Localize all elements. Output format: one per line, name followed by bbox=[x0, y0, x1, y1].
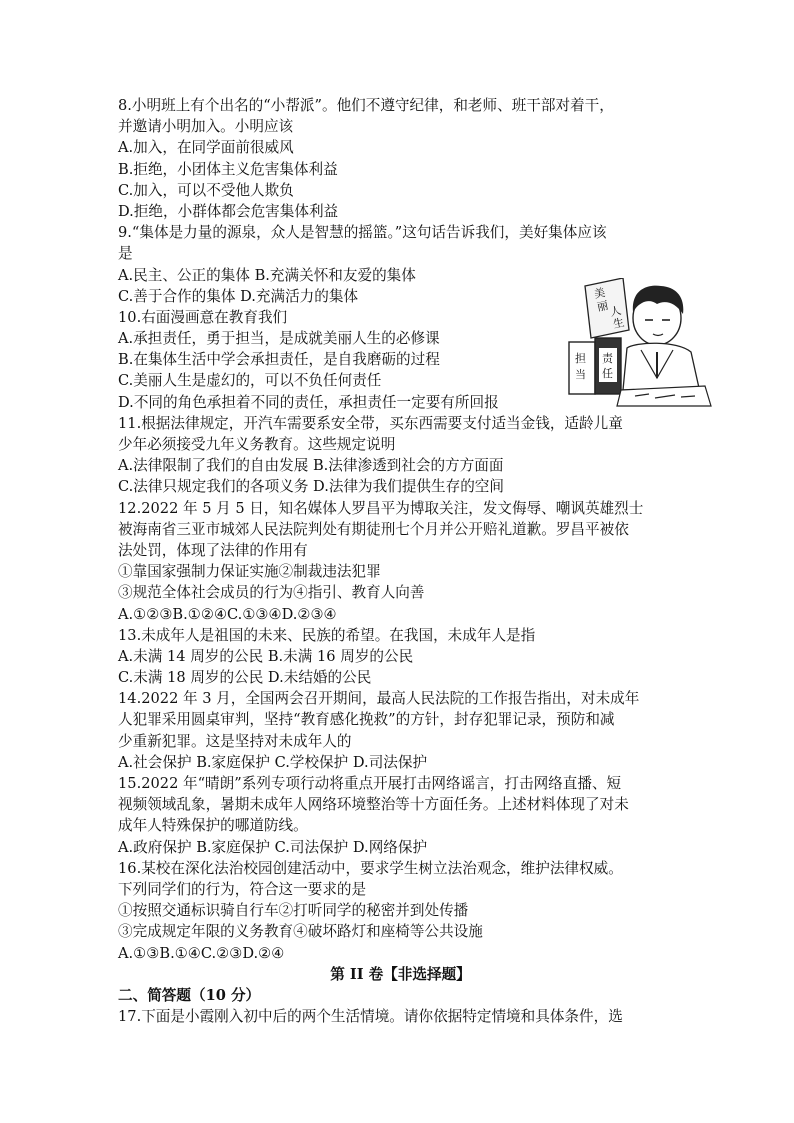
q12-stem-line2: 被海南省三亚市城郊人民法院判处有期徒刑七个月并公开赔礼道歉。罗昌平被依 bbox=[118, 520, 629, 538]
sign-char-2: 丽 bbox=[595, 298, 610, 314]
q8-option-b: B.拒绝，小团体主义危害集体利益 bbox=[118, 160, 338, 178]
q12-stem-line1: 12.2022 年 5 月 5 日，知名媒体人罗昌平为博取关注，发文侮辱、嘲讽英雄烈士 bbox=[118, 499, 644, 517]
q11-stem-line2: 少年必须接受九年义务教育。这些规定说明 bbox=[118, 436, 396, 453]
q15-stem-line2: 视频领域乱象，暑期未成年人网络环境整治等十方面任务。上述材料体现了对未 bbox=[118, 796, 629, 814]
q9-stem-line2: 是 bbox=[118, 245, 133, 263]
q10-stem: 10.右面漫画意在教育我们 bbox=[118, 308, 288, 326]
q9-stem-line1: 9.“集体是力量的源泉，众人是智慧的摇篮。”这句话告诉我们，美好集体应该 bbox=[118, 224, 607, 242]
q9-options-cd: C.善于合作的集体 D.充满活力的集体 bbox=[118, 287, 359, 305]
q14-choices: A.社会保护 B.家庭保护 C.学校保护 D.司法保护 bbox=[118, 753, 428, 771]
box-right-char-2: 任 bbox=[602, 367, 613, 380]
q13-options-cd: C.未满 18 周岁的公民 D.未结婚的公民 bbox=[118, 669, 372, 687]
q10-option-b: B.在集体生活中学会承担责任，是自我磨砺的过程 bbox=[118, 351, 440, 369]
sign-char-3: 人 bbox=[608, 303, 623, 319]
q12-stem-line3: 法处罚，体现了法律的作用有 bbox=[118, 541, 308, 559]
q15-choices: A.政府保护 B.家庭保护 C.司法保护 D.网络保护 bbox=[118, 838, 428, 856]
q10-option-a: A.承担责任，勇于担当，是成就美丽人生的必修课 bbox=[118, 330, 440, 348]
box-right-char-1: 责 bbox=[602, 352, 613, 365]
box-left-char-2: 当 bbox=[575, 368, 586, 381]
q14-stem-line3: 少重新犯罪。这是坚持对未成年人的 bbox=[118, 732, 352, 750]
section-2-heading: 二、简答题（10 分） bbox=[118, 986, 261, 1004]
sign-char-4: 生 bbox=[611, 315, 626, 331]
q8-option-d: D.拒绝，小群体都会危害集体利益 bbox=[118, 202, 339, 220]
section-title: 第 II 卷【非选择题】 bbox=[330, 965, 471, 983]
q10-option-d: D.不同的角色承担着不同的责任，承担责任一定要有所回报 bbox=[118, 393, 499, 411]
q11-stem-line1: 11.根据法律规定，开汽车需要系安全带，买东西需要支付适当金钱，适龄儿童 bbox=[118, 414, 623, 432]
q12-statements-1: ①靠国家强制力保证实施②制裁违法犯罪 bbox=[118, 563, 381, 581]
q16-stem-line2: 下列同学们的行为，符合这一要求的是 bbox=[118, 880, 367, 898]
q16-statements-2: ③完成规定年限的义务教育④破坏路灯和座椅等公共设施 bbox=[118, 923, 483, 941]
cartoon-svg bbox=[565, 278, 713, 408]
q9-options-ab: A.民主、公正的集体 B.充满关怀和友爱的集体 bbox=[118, 266, 416, 284]
box-left-char-1: 担 bbox=[575, 352, 586, 365]
q16-choices: A.①③B.①④C.②③D.②④ bbox=[118, 944, 285, 962]
q16-statements-1: ①按照交通标识骑自行车②打听同学的秘密并到处传播 bbox=[118, 902, 469, 920]
q15-stem-line3: 成年人特殊保护的哪道防线。 bbox=[118, 817, 308, 835]
q16-stem-line1: 16.某校在深化法治校园创建活动中，要求学生树立法治观念，维护法律权威。 bbox=[118, 859, 623, 877]
q17-stem-line1: 17.下面是小霞刚入初中后的两个生活情境。请你依据特定情境和具体条件，选 bbox=[118, 1008, 623, 1026]
q8-option-c: C.加入，可以不受他人欺负 bbox=[118, 181, 294, 199]
q14-stem-line2: 人犯罪采用圆桌审判，坚持“教育感化挽救”的方针，封存犯罪记录，预防和减 bbox=[118, 711, 615, 729]
q11-options-ab: A.法律限制了我们的自由发展 B.法律渗透到社会的方方面面 bbox=[118, 457, 504, 475]
q11-options-cd: C.法律只规定我们的各项义务 D.法律为我们提供生存的空间 bbox=[118, 478, 504, 496]
sign-char-1: 美 bbox=[592, 285, 607, 301]
q14-stem-line1: 14.2022 年 3 月，全国两会召开期间，最高人民法院的工作报告指出，对未成年 bbox=[118, 690, 640, 708]
q12-choices: A.①②③B.①②④C.①③④D.②③④ bbox=[118, 605, 337, 623]
exam-page bbox=[118, 95, 683, 1027]
q8-stem-line1: 8.小明班上有个出名的“小帮派”。他们不遵守纪律，和老师、班干部对着干， bbox=[118, 97, 614, 114]
q8-stem-line2: 并邀请小明加入。小明应该 bbox=[118, 118, 294, 136]
q8-option-a: A.加入，在同学面前很威风 bbox=[118, 139, 294, 157]
q10-option-c: C.美丽人生是虚幻的，可以不负任何责任 bbox=[118, 372, 382, 390]
cartoon-illustration bbox=[565, 278, 713, 408]
body bbox=[623, 343, 699, 390]
q13-options-ab: A.未满 14 周岁的公民 B.未满 16 周岁的公民 bbox=[118, 647, 414, 665]
q13-stem: 13.未成年人是祖国的未来、民族的希望。在我国，未成年人是指 bbox=[118, 626, 536, 644]
q15-stem-line1: 15.2022 年“晴朗”系列专项行动将重点开展打击网络谣言，打击网络直播、短 bbox=[118, 775, 622, 792]
desk-paper bbox=[617, 386, 711, 406]
q12-statements-2: ③规范全体社会成员的行为④指引、教育人向善 bbox=[118, 584, 425, 602]
